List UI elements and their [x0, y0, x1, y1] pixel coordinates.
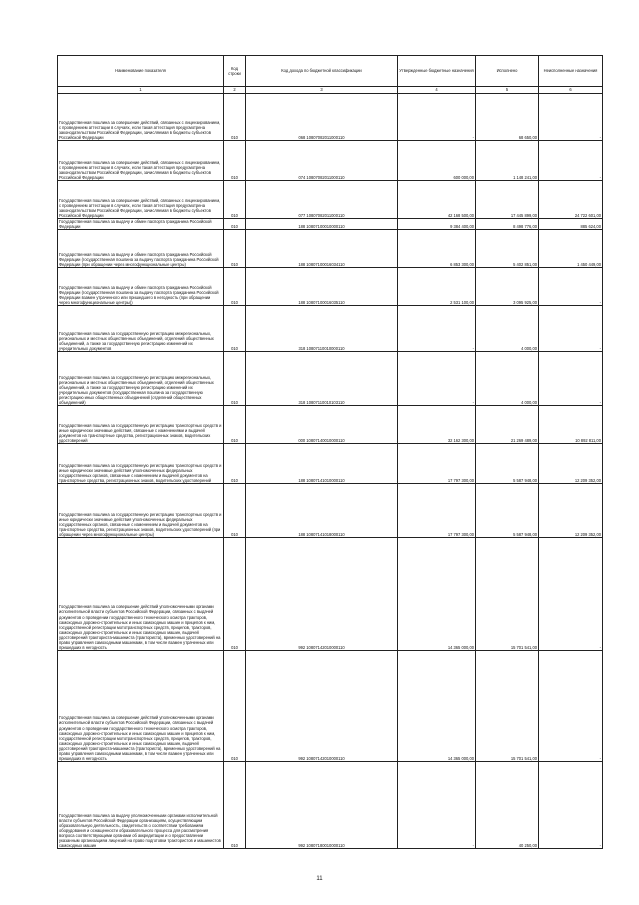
row-unexecuted-amount: - — [539, 94, 603, 141]
row-approved-amount: - — [398, 306, 476, 352]
table-body — [58, 94, 603, 849]
column-number: 5 — [476, 87, 539, 94]
row-unexecuted-amount: - — [539, 762, 603, 849]
row-budget-classification-code: 188 10807141010000110 — [246, 444, 398, 484]
row-executed-amount: 4 000,00 — [476, 306, 539, 352]
row-approved-amount: 600 000,00 — [398, 141, 476, 181]
row-executed-amount: 4 000,00 — [476, 352, 539, 406]
row-indicator-name: Государственная пошлина за государственную регистрацию транспортных средств и иные юридически значимые действия уполномоченных федеральных государственных органов, связанные с изменением и выдачей документов на транспортные средства, регистрационных знаков, водительских удостоверений (при обращении через многофункциональные центры) — [58, 484, 224, 538]
row-budget-classification-code: 188 10807100016034110 — [246, 230, 398, 268]
row-unexecuted-amount: 10 892 811,00 — [539, 406, 603, 444]
table-row — [58, 94, 603, 141]
table-row — [58, 268, 603, 306]
row-budget-classification-code: 068 10807082011000110 — [246, 94, 398, 141]
table-row — [58, 306, 603, 352]
row-indicator-name: Государственная пошлина за выдачу и обмен паспорта гражданина Российской Федерации (государственная пошлина за выдачу паспорта гражданина Российской Федерации взамен утраченного или пришедшего в негодность (при обращении через многофункциональные центры)) — [58, 268, 224, 306]
row-unexecuted-amount: - — [539, 141, 603, 181]
row-indicator-name: Государственная пошлина за государственную регистрацию межрегиональных, региональных и местных общественных объединений, отделений общественных объединений, а также за государственную регистрацию изменений их учредительных документов (государственная пошлина за государственную регистрацию иных общественных объединений (отделений общественных объединений) — [58, 352, 224, 406]
row-budget-classification-code: 188 10807100016035110 — [246, 268, 398, 306]
row-unexecuted-amount: - — [539, 538, 603, 651]
table-row — [58, 141, 603, 181]
table-row — [58, 444, 603, 484]
row-executed-amount: 5 587 948,00 — [476, 484, 539, 538]
row-indicator-name: Государственная пошлина за выдачу и обмен паспорта гражданина Российской Федерации — [58, 219, 224, 230]
row-budget-classification-code: 000 10807140010000110 — [246, 406, 398, 444]
header-line-code: Код строки — [224, 56, 246, 87]
table-row — [58, 538, 603, 651]
table-row — [58, 352, 603, 406]
row-executed-amount: 1 148 241,00 — [476, 141, 539, 181]
row-executed-amount: 21 269 489,00 — [476, 406, 539, 444]
row-budget-classification-code: 318 10807110010000110 — [246, 306, 398, 352]
row-budget-classification-code: 188 10807141018000110 — [246, 484, 398, 538]
row-line-code: 010 — [224, 762, 246, 849]
row-budget-classification-code: 992 10807142010000110 — [246, 651, 398, 762]
row-approved-amount: - — [398, 94, 476, 141]
row-line-code: 010 — [224, 352, 246, 406]
row-approved-amount: 17 797 300,00 — [398, 484, 476, 538]
column-number: 2 — [224, 87, 246, 94]
row-indicator-name: Государственная пошлина за совершение действий, связанных с лицензированием, с проведением аттестации в случаях, если такая аттестация предусмотрена законодательством Российской Федерации, зачисляемая в бюджеты субъектов Российской Федерации — [58, 181, 224, 219]
page-number: 11 — [316, 876, 323, 882]
row-line-code: 010 — [224, 94, 246, 141]
row-line-code: 010 — [224, 306, 246, 352]
row-approved-amount: - — [398, 352, 476, 406]
row-unexecuted-amount: 24 722 601,00 — [539, 181, 603, 219]
row-line-code: 010 — [224, 230, 246, 268]
table-row — [58, 484, 603, 538]
row-executed-amount: 68 650,00 — [476, 94, 539, 141]
row-line-code: 010 — [224, 141, 246, 181]
row-approved-amount: - — [398, 762, 476, 849]
row-indicator-name: Государственная пошлина за совершение действий уполномоченными органами исполнительной власти субъектов Российской Федерации, связанных с выдачей документов о проведении государственного технического осмотра тракторов, самоходных дорожно-строительных и иных самоходных машин и прицепов к ним, государственной регистрации мототранспортных средств, прицепов, тракторов, самоходных дорожно-строительных и иных самоходных машин, выдачей удостоверений тракториста-машиниста (тракториста), временных удостоверений на право управления самоходными машинами, в том числе взамен утраченных или пришедших в негодность — [58, 538, 224, 651]
row-approved-amount: 6 853 300,00 — [398, 230, 476, 268]
row-budget-classification-code: 074 10807082011000110 — [246, 141, 398, 181]
row-executed-amount: 40 250,00 — [476, 762, 539, 849]
row-line-code: 010 — [224, 406, 246, 444]
header-indicator-name: Наименование показателя — [58, 56, 224, 87]
row-indicator-name: Государственная пошлина за государственную регистрацию транспортных средств и иные юридически значимые действия, связанные с изменениями и выдачей документов на транспортные средства, регистрационных знаков, водительских удостоверений — [58, 406, 224, 444]
row-approved-amount: 32 162 300,00 — [398, 406, 476, 444]
row-approved-amount: 42 168 500,00 — [398, 181, 476, 219]
column-number-row — [58, 87, 603, 94]
column-number: 4 — [398, 87, 476, 94]
budget-revenue-table — [57, 55, 603, 849]
row-unexecuted-amount: - — [539, 352, 603, 406]
row-line-code: 010 — [224, 219, 246, 230]
row-line-code: 010 — [224, 181, 246, 219]
row-line-code: 010 — [224, 484, 246, 538]
table-row — [58, 651, 603, 762]
row-indicator-name: Государственная пошлина за совершение действий, связанных с лицензированием, с проведением аттестации в случаях, если такая аттестация предусмотрена законодательством Российской Федерации, зачисляемая в бюджеты субъектов Российской Федерации — [58, 94, 224, 141]
row-indicator-name: Государственная пошлина за государственную регистрацию межрегиональных, региональных и местных общественных объединений, отделений общественных объединений, а также за государственную регистрацию изменений их учредительных документов — [58, 306, 224, 352]
row-line-code: 010 — [224, 444, 246, 484]
row-budget-classification-code: 188 10807100010000110 — [246, 219, 398, 230]
row-unexecuted-amount: 12 209 352,00 — [539, 444, 603, 484]
table-row — [58, 230, 603, 268]
header-approved-appropriations: Утвержденные бюджетные назначения — [398, 56, 476, 87]
row-unexecuted-amount: - — [539, 306, 603, 352]
row-unexecuted-amount: 12 209 352,00 — [539, 484, 603, 538]
header-budget-classification-code: Код дохода по бюджетной классификации — [246, 56, 398, 87]
table-header-row — [58, 56, 603, 87]
row-line-code: 010 — [224, 538, 246, 651]
row-unexecuted-amount: - — [539, 651, 603, 762]
row-executed-amount: 8 498 776,00 — [476, 219, 539, 230]
row-executed-amount: 15 701 541,00 — [476, 651, 539, 762]
row-executed-amount: 17 445 899,00 — [476, 181, 539, 219]
row-approved-amount: 17 797 300,00 — [398, 444, 476, 484]
header-unexecuted-appropriations: Неисполненные назначения — [539, 56, 603, 87]
row-approved-amount: 14 365 000,00 — [398, 651, 476, 762]
row-line-code: 010 — [224, 651, 246, 762]
table-row — [58, 762, 603, 849]
row-approved-amount: 9 384 400,00 — [398, 219, 476, 230]
row-indicator-name: Государственная пошлина за выдачу и обмен паспорта гражданина Российской Федерации (государственная пошлина за выдачу паспорта гражданина Российской Федерации (при обращении через многофункциональные центры) — [58, 230, 224, 268]
row-unexecuted-amount: 885 624,00 — [539, 219, 603, 230]
row-unexecuted-amount: 1 450 449,00 — [539, 230, 603, 268]
report-sheet — [57, 55, 602, 849]
row-budget-classification-code: 992 10807180010000110 — [246, 762, 398, 849]
row-approved-amount: 2 531 100,00 — [398, 268, 476, 306]
column-number: 6 — [539, 87, 603, 94]
row-executed-amount: 5 587 948,00 — [476, 444, 539, 484]
row-indicator-name: Государственная пошлина за государственную регистрацию транспортных средств и иные юридически значимые действия уполномоченных федеральных государственных органов, связанные с изменением и выдачей документов на транспортные средства, регистрационных знаков, водительских удостоверений — [58, 444, 224, 484]
row-executed-amount: 3 095 925,00 — [476, 268, 539, 306]
row-indicator-name: Государственная пошлина за выдачу уполномоченными органами исполнительной власти субъектов Российской Федерации организациям, осуществляющим образовательную деятельность, свидетельств о соответствии требованиям оборудования и оснащенности образовательного процесса для рассмотрения вопроса соответствующими органами об аккредитации и о предоставлении указанным организациям лицензий на право подготовки трактористов и машинистов самоходных машин — [58, 762, 224, 849]
row-executed-amount: 15 701 541,00 — [476, 538, 539, 651]
row-indicator-name: Государственная пошлина за совершение действий уполномоченными органами исполнительной власти субъектов Российской Федерации, связанных с выдачей документов о проведении государственного технического осмотра тракторов, самоходных дорожно-строительных и иных самоходных машин и прицепов к ним, государственной регистрации мототранспортных средств, прицепов, тракторов, самоходных дорожно-строительных и иных самоходных машин, выдачей удостоверений тракториста-машиниста (тракториста), временных удостоверений на право управления самоходными машинами, в том числе взамен утраченных или пришедших в негодность — [58, 651, 224, 762]
column-number: 3 — [246, 87, 398, 94]
row-indicator-name: Государственная пошлина за совершение действий, связанных с лицензированием, с проведением аттестации в случаях, если такая аттестация предусмотрена законодательством Российской Федерации, зачисляемая в бюджеты субъектов Российской Федерации — [58, 141, 224, 181]
header-executed: Исполнено — [476, 56, 539, 87]
table-row — [58, 181, 603, 219]
row-line-code: 010 — [224, 268, 246, 306]
row-budget-classification-code: 077 10807082011000110 — [246, 181, 398, 219]
row-budget-classification-code: 992 10807142010000110 — [246, 538, 398, 651]
row-budget-classification-code: 318 10807110010103110 — [246, 352, 398, 406]
table-row — [58, 406, 603, 444]
row-executed-amount: 5 402 851,00 — [476, 230, 539, 268]
row-unexecuted-amount: - — [539, 268, 603, 306]
column-number: 1 — [58, 87, 224, 94]
row-approved-amount: 14 365 000,00 — [398, 538, 476, 651]
table-row — [58, 219, 603, 230]
